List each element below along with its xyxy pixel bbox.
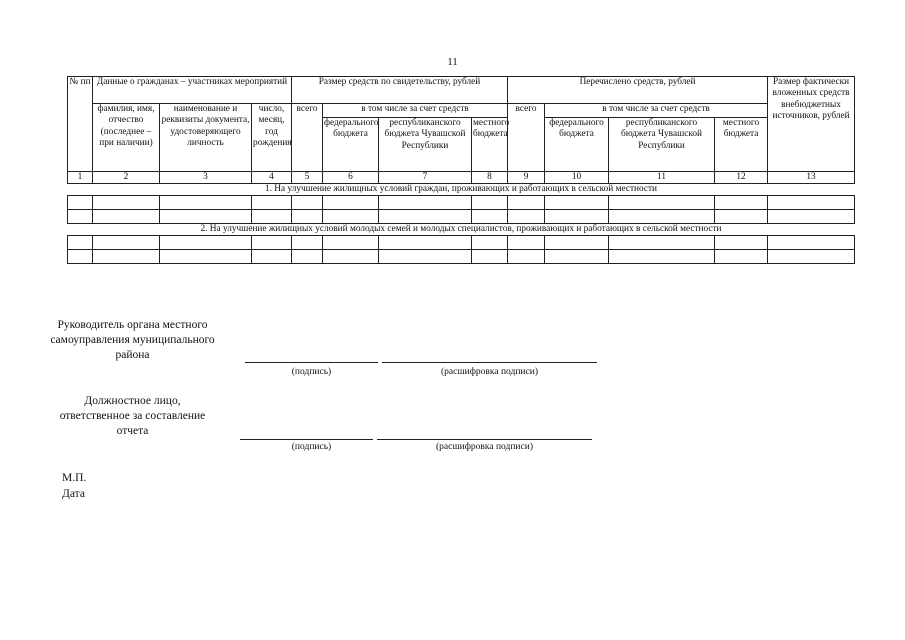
col-number: 2 <box>93 172 160 184</box>
section-1-title: 1. На улучшение жилищных условий граждан, проживающих и работающих в сельской местности <box>68 184 855 196</box>
header-paid-local: местного бюджета <box>715 118 768 172</box>
page-number: 11 <box>447 56 458 68</box>
col-number: 11 <box>609 172 715 184</box>
col-number: 12 <box>715 172 768 184</box>
col-number: 3 <box>160 172 252 184</box>
stamp-label: М.П. <box>62 472 87 484</box>
col-number: 13 <box>768 172 855 184</box>
header-fio: фамилия, имя, отчество (последнее – при наличии) <box>93 104 160 172</box>
header-paid-total: всего <box>508 104 545 172</box>
col-number: 6 <box>323 172 379 184</box>
header-paid: Перечислено средств, рублей <box>508 77 768 104</box>
official-label: Должностное лицо, ответственное за составление отчета <box>59 395 206 437</box>
head-decode-line <box>382 362 597 363</box>
table-row <box>68 236 855 250</box>
col-number: 8 <box>472 172 508 184</box>
header-cert-local: местного бюджета <box>472 118 508 172</box>
report-table <box>67 76 855 264</box>
official-decode-line <box>377 439 592 440</box>
column-numbers-row <box>68 172 855 184</box>
head-signature-line <box>245 362 378 363</box>
header-paid-federal: федерального бюджета <box>545 118 609 172</box>
official-signature-caption: (подпись) <box>291 442 332 452</box>
header-cert-including: в том числе за счет средств <box>323 104 508 118</box>
header-col-num: № пп <box>68 77 93 172</box>
header-cert-federal: федерального бюджета <box>323 118 379 172</box>
official-decode-caption: (расшифровка подписи) <box>436 442 533 452</box>
header-cert-total: всего <box>292 104 323 172</box>
header-certificate: Размер средств по свидетельству, рублей <box>292 77 508 104</box>
head-decode-caption: (расшифровка подписи) <box>441 367 538 377</box>
col-number: 10 <box>545 172 609 184</box>
col-number: 1 <box>68 172 93 184</box>
col-number: 9 <box>508 172 545 184</box>
table-row <box>68 250 855 264</box>
header-citizens: Данные о гражданах – участниках мероприятий <box>93 77 292 104</box>
head-signatory-label: Руководитель органа местного самоуправления муниципального района <box>50 319 215 361</box>
official-signature-line <box>240 439 373 440</box>
col-number: 4 <box>252 172 292 184</box>
table-row <box>68 210 855 224</box>
header-paid-including: в том числе за счет средств <box>545 104 768 118</box>
col-number: 5 <box>292 172 323 184</box>
col-number: 7 <box>379 172 472 184</box>
header-document: наименование и реквизиты документа, удостоверяющего личность <box>160 104 252 172</box>
date-label: Дата <box>62 488 85 500</box>
header-paid-republic: республиканского бюджета Чувашской Республики <box>609 118 715 172</box>
header-cert-republic: республиканского бюджета Чувашской Республики <box>379 118 472 172</box>
header-extra-budget: Размер фактически вложенных средств внебюджетных источников, рублей <box>768 77 855 172</box>
header-birthdate: число, месяц, год рождения <box>252 104 292 172</box>
table-row <box>68 196 855 210</box>
section-2-title: 2. На улучшение жилищных условий молодых семей и молодых специалистов, проживающих и работающих в сельской местности <box>68 224 855 236</box>
head-signature-caption: (подпись) <box>291 367 332 377</box>
